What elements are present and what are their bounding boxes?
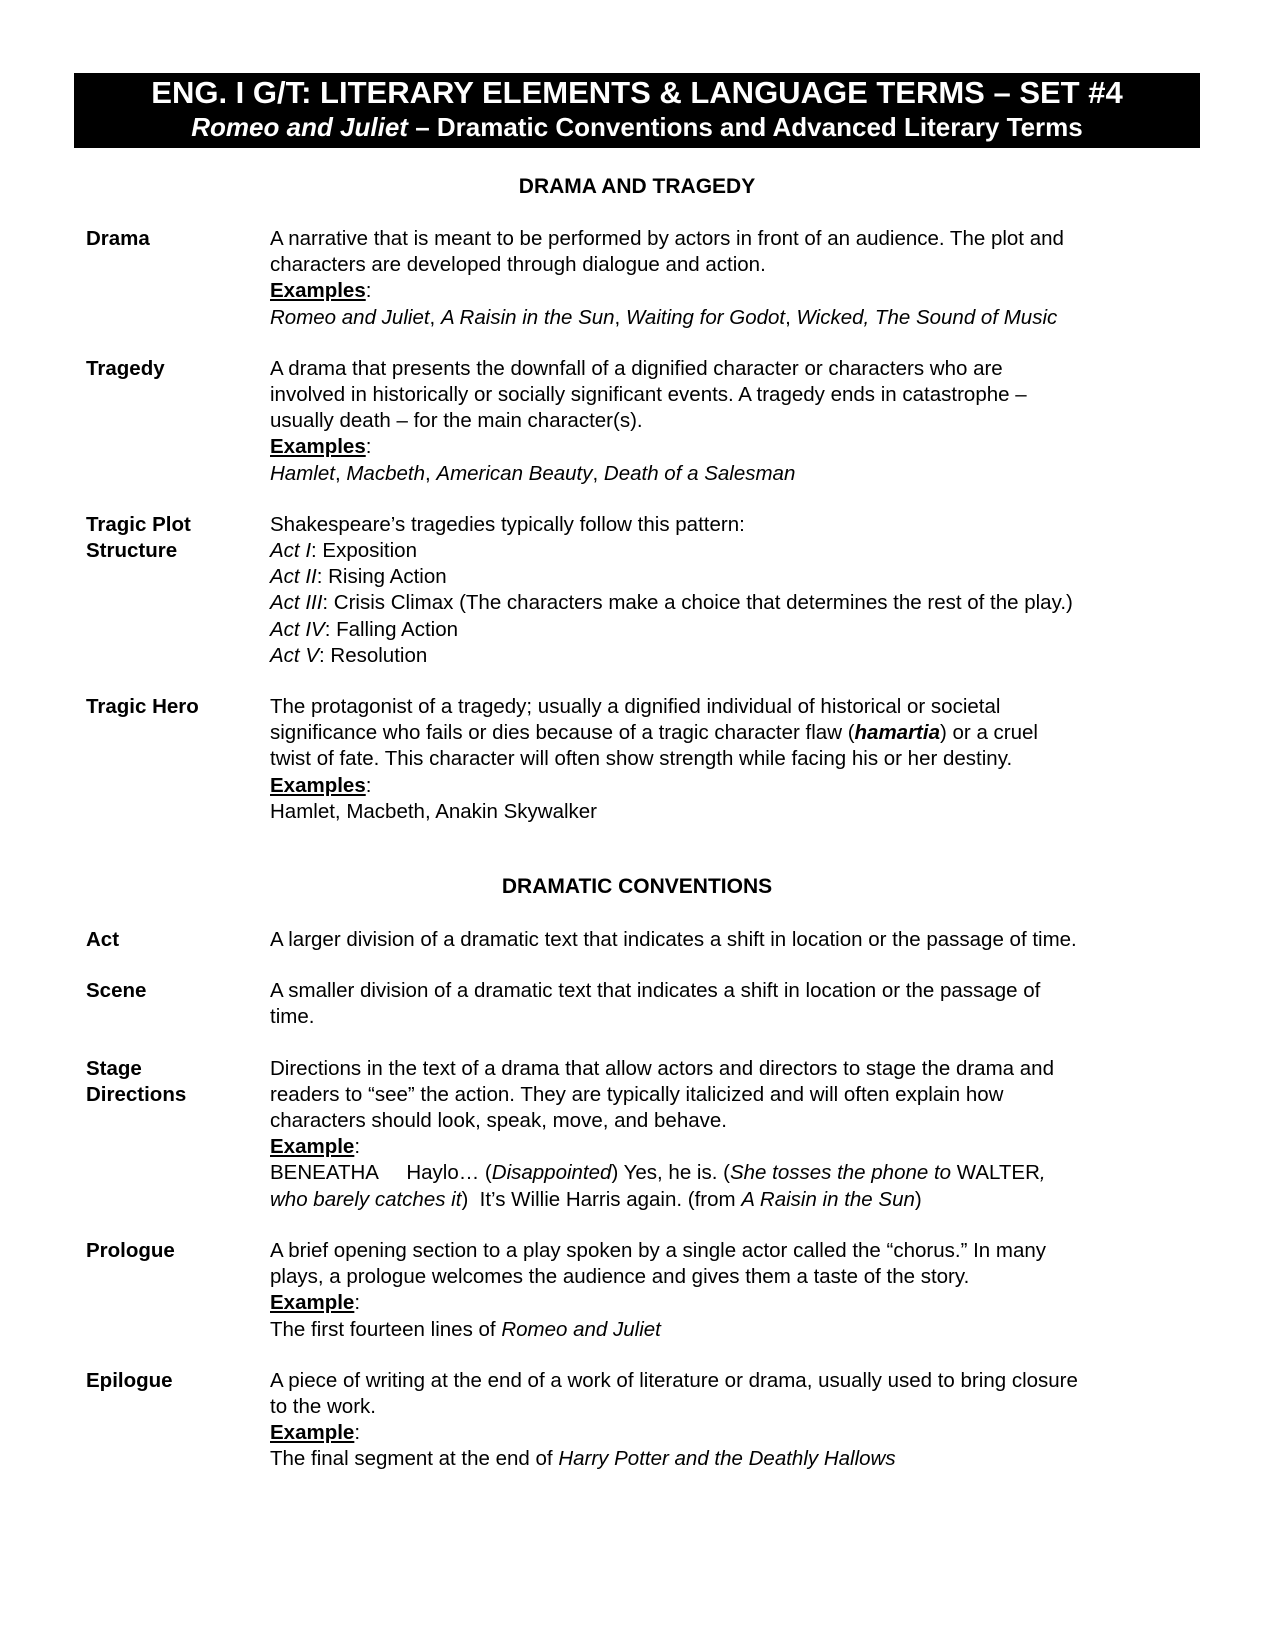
term-act [74, 927, 1200, 953]
term-stage-directions [74, 1056, 1200, 1213]
example-text: BENEATHA Haylo… ( [270, 1161, 492, 1185]
examples-label-line: Examples: [270, 435, 372, 459]
example-title: American Beauty [436, 461, 593, 485]
example-label: Example [270, 1135, 355, 1159]
definition-line: A narrative that is meant to be performed by actors in front of an audience. The plot and [270, 227, 1064, 250]
definition-line: A smaller division of a dramatic text that indicates a shift in location or the passage of [270, 979, 1041, 1003]
document-title: ENG. I G/T: LITERARY ELEMENTS & LANGUAGE TERMS – SET #4 [151, 75, 1123, 110]
term-name: Epilogue [86, 1368, 173, 1392]
definition-line: A drama that presents the downfall of a dignified character or characters who are [270, 356, 1003, 380]
example-text: The final segment at the end of [270, 1447, 559, 1471]
example-text: ) It’s Willie Harris again. (from [461, 1187, 742, 1211]
term-name: Drama [86, 227, 150, 250]
term-tragic-hero [74, 694, 1200, 825]
definition-line: twist of fate. This character will often show strength while facing his or her destiny. [270, 747, 1013, 771]
definition-line: readers to “see” the action. They are typically italicized and will often explain how [270, 1082, 1004, 1106]
definition-line: Shakespeare’s tragedies typically follow this pattern: [270, 512, 745, 536]
examples-label: Examples [270, 279, 366, 303]
act-label: Act II [270, 565, 317, 589]
example-line [270, 1317, 1200, 1343]
section-heading-drama-tragedy: DRAMA AND TRAGEDY [518, 175, 756, 198]
definition-line: involved in historically or socially significant events. A tragedy ends in catastrophe – [270, 383, 1027, 407]
term-definition [270, 356, 1200, 487]
hamartia-term: hamartia [854, 721, 940, 745]
act-description: : Falling Action [324, 617, 459, 641]
term-name [74, 1056, 270, 1213]
example-text: WALTER [951, 1161, 1040, 1185]
act-line [270, 564, 1200, 590]
example-text: ) [914, 1187, 922, 1211]
term-name: Prologue [86, 1238, 175, 1262]
act-line [270, 617, 1200, 643]
example-label: Example [270, 1421, 355, 1445]
examples-label-line: Example: [270, 1135, 361, 1159]
example-italic: , [1039, 1161, 1046, 1185]
term-definition [270, 1368, 1200, 1473]
term-definition [270, 927, 1200, 953]
document-page [74, 73, 1200, 1473]
act-label: Act III [270, 591, 323, 615]
term-definition [270, 512, 1200, 669]
example-title: A Raisin in the Sun [440, 305, 615, 329]
term-drama [74, 226, 1200, 331]
examples-label-line: Example: [270, 1291, 361, 1315]
term-tragic-plot-structure [74, 512, 1200, 669]
term-name-line: Stage [86, 1056, 142, 1080]
definition-line: A brief opening section to a play spoken by a single actor called the “chorus.” In many [270, 1238, 1047, 1262]
term-definition [270, 978, 1200, 1030]
act-line [270, 643, 1200, 669]
definition-line [270, 720, 1200, 746]
term-epilogue [74, 1368, 1200, 1473]
examples-label-line: Examples: [270, 279, 372, 303]
examples-label: Examples [270, 435, 366, 459]
act-description: : Rising Action [316, 565, 447, 589]
example-italic: She tosses the phone to [729, 1161, 952, 1185]
act-description: : Exposition [311, 539, 417, 563]
act-line [270, 590, 1200, 616]
example-italic: Disappointed [491, 1161, 612, 1185]
examples-label: Examples [270, 773, 366, 797]
term-name: Tragic Hero [86, 695, 199, 719]
example-italic: who barely catches it [270, 1187, 462, 1211]
act-description: : Crisis Climax (The characters make a choice that determines the rest of the play.) [322, 591, 1073, 615]
definition-line: Directions in the text of a drama that allow actors and directors to stage the drama and [270, 1056, 1054, 1080]
example-title: Macbeth [346, 461, 425, 485]
act-label: Act I [270, 539, 312, 563]
term-name-line: Tragic Plot [86, 512, 191, 536]
definition-line: A piece of writing at the end of a work of literature or drama, usually used to bring closure [270, 1368, 1078, 1392]
term-definition [270, 226, 1200, 331]
term-name [74, 512, 270, 669]
act-label: Act IV [270, 617, 325, 641]
definition-line: plays, a prologue welcomes the audience and gives them a taste of the story. [270, 1265, 970, 1289]
example-italic: Harry Potter and the Deathly Hallows [558, 1447, 896, 1471]
act-label: Act V [270, 643, 319, 667]
definition-line: characters are developed through dialogue and action. [270, 253, 766, 277]
term-name-line: Structure [86, 539, 178, 563]
term-name-line: Directions [86, 1082, 187, 1106]
example-title: Romeo and Juliet [270, 305, 430, 329]
example-italic: Romeo and Juliet [501, 1317, 661, 1341]
document-subtitle [74, 111, 1200, 143]
definition-line: time. [270, 1005, 315, 1029]
example-title: Waiting for Godot [625, 305, 786, 329]
examples-line: Romeo and Juliet, A Raisin in the Sun, Waiting for Godot, Wicked, The Sound of Music [270, 305, 1058, 329]
examples-label-line: Example: [270, 1421, 361, 1445]
definition-line: usually death – for the main character(s). [270, 409, 643, 433]
examples-line: Hamlet, Macbeth, Anakin Skywalker [270, 799, 597, 823]
definition-text: ) or a cruel [940, 721, 1038, 745]
definition-text: significance who fails or dies because of a tragic character flaw ( [270, 721, 855, 745]
definition-line: to the work. [270, 1394, 376, 1418]
example-title: Death of a Salesman [603, 461, 796, 485]
term-name: Scene [86, 979, 147, 1003]
term-name: Act [86, 928, 120, 952]
example-line [270, 1446, 1200, 1472]
examples-label-line: Examples: [270, 773, 372, 797]
example-text: ) Yes, he is. ( [611, 1161, 730, 1185]
term-definition [270, 1238, 1200, 1343]
examples-line: Hamlet, Macbeth, American Beauty, Death of a Salesman [270, 461, 796, 485]
example-text: The first fourteen lines of [270, 1317, 502, 1341]
act-line [270, 538, 1200, 564]
example-italic: A Raisin in the Sun [741, 1187, 915, 1211]
act-description: : Resolution [319, 643, 428, 667]
term-scene [74, 978, 1200, 1030]
term-definition [270, 1056, 1200, 1213]
term-prologue [74, 1238, 1200, 1343]
definition-line: characters should look, speak, move, and behave. [270, 1109, 727, 1133]
subtitle-rest: – Dramatic Conventions and Advanced Literary Terms [407, 112, 1083, 142]
example-line [270, 1187, 1200, 1213]
example-title: Hamlet [270, 461, 335, 485]
term-tragedy [74, 356, 1200, 487]
definition-line: A larger division of a dramatic text that indicates a shift in location or the passage of time. [270, 928, 1077, 952]
term-name: Tragedy [86, 356, 165, 380]
example-label: Example [270, 1291, 355, 1315]
title-banner [74, 73, 1200, 148]
example-title: Wicked, The Sound of Music [796, 305, 1058, 329]
example-line [270, 1160, 1200, 1186]
definition-line: The protagonist of a tragedy; usually a dignified individual of historical or societal [270, 695, 1001, 719]
subtitle-play-name: Romeo and Juliet [191, 112, 408, 142]
section-heading-dramatic-conventions: DRAMATIC CONVENTIONS [501, 875, 773, 899]
term-definition [270, 694, 1200, 825]
